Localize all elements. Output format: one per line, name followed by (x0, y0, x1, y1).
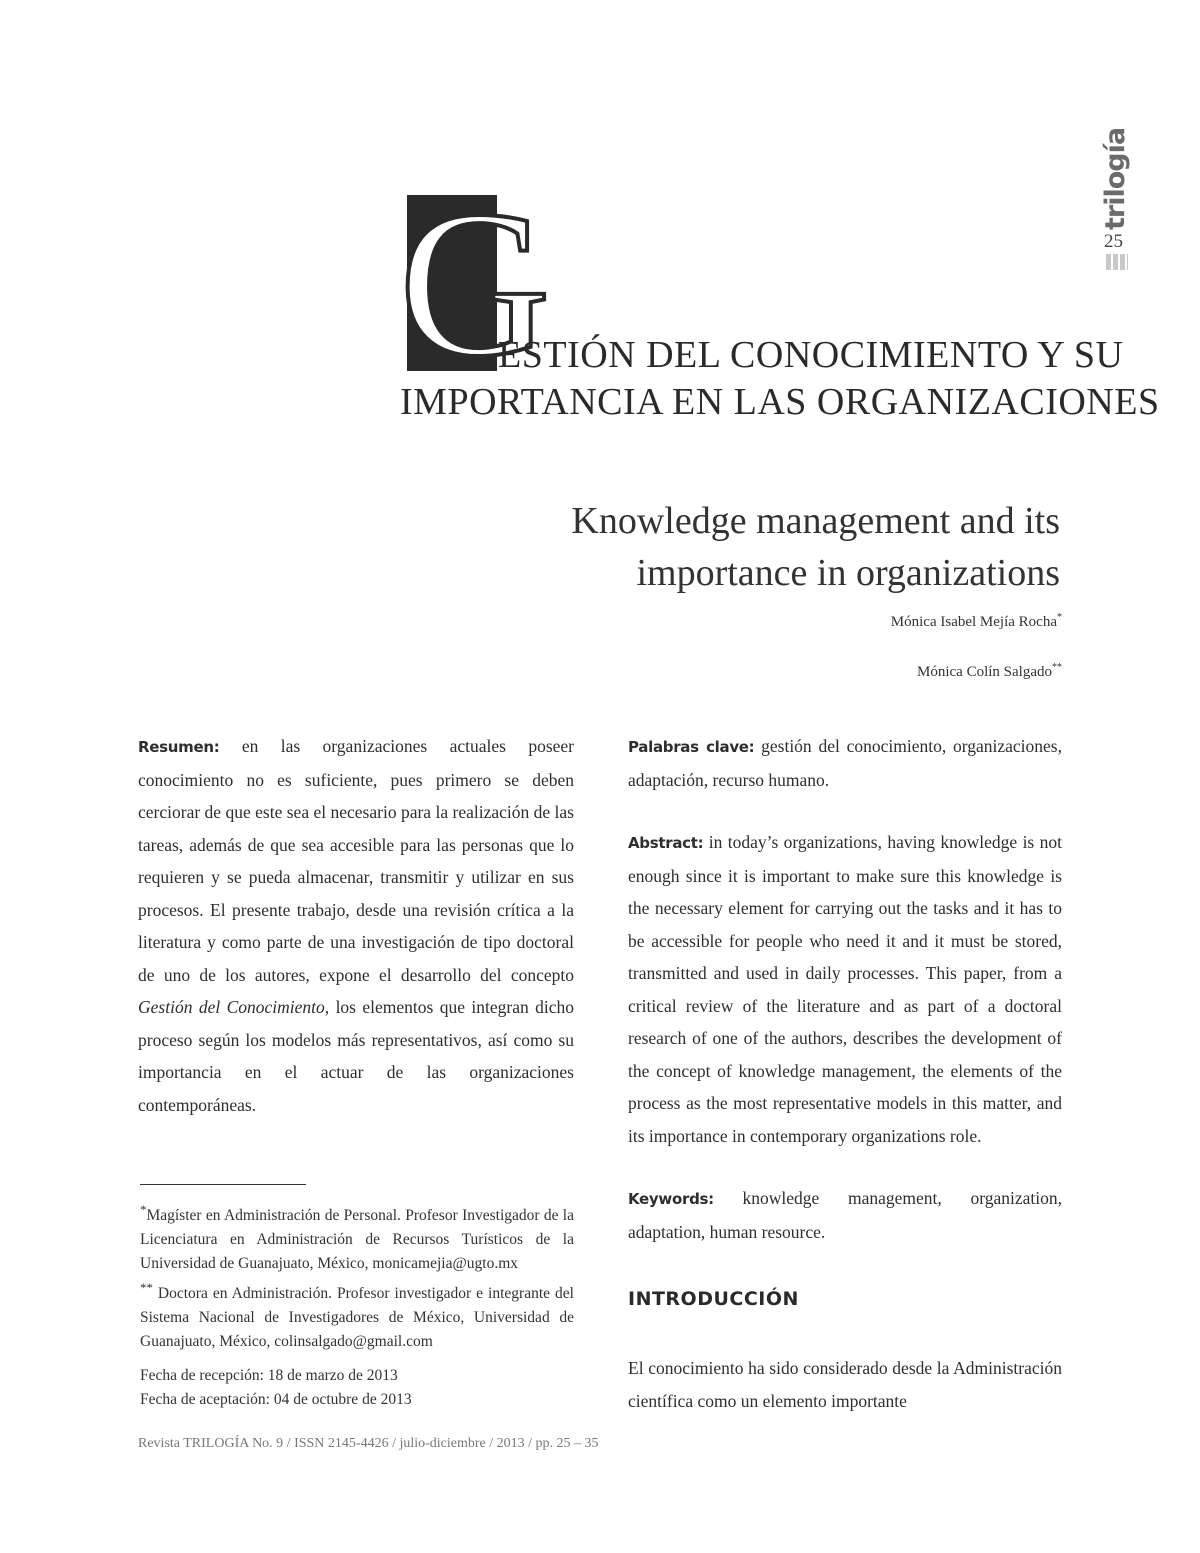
date-accepted: Fecha de aceptación: 04 de octubre de 2013 (140, 1391, 412, 1408)
keywords-text: knowledge management, organization, adaptation, human resource. (628, 1188, 1062, 1242)
keywords-label: Keywords: (628, 1190, 714, 1208)
author-1-name: Mónica Isabel Mejía Rocha (890, 614, 1057, 630)
author-2 (917, 662, 1062, 681)
resumen-paragraph (138, 730, 574, 1121)
author-2-name: Mónica Colín Salgado (917, 664, 1052, 680)
author-2-mark: ** (1052, 662, 1062, 673)
abstract-label: Abstract: (628, 834, 704, 852)
title-line-1: ESTIÓN DEL CONOCIMIENTO Y SU (498, 334, 1124, 376)
title-line-2: IMPORTANCIA EN LAS ORGANIZACIONES (400, 381, 1160, 423)
footnote-2 (140, 1276, 574, 1354)
english-title-line-1: Knowledge management and its (571, 500, 1060, 542)
dropcap-letter: G (399, 168, 551, 400)
section-heading-introduccion: INTRODUCCIÓN (628, 1288, 799, 1310)
journal-brand (1096, 127, 1136, 270)
page-footer: Revista TRILOGÍA No. 9 / ISSN 2145-4426 / julio-diciembre / 2013 / pp. 25 – 35 (138, 1436, 599, 1451)
brand-name: trilogía (1100, 127, 1131, 230)
title-dropcap (399, 168, 551, 400)
footnote-rule (140, 1184, 306, 1185)
resumen-italic-term: Gestión del Conocimiento (138, 997, 325, 1017)
abstract-paragraph (628, 826, 1062, 1152)
english-title-line-2: importance in organizations (636, 552, 1060, 594)
english-title (420, 495, 1060, 599)
abstract-text: in today’s organizations, having knowledge is not enough since it is important to make sure this knowledge is the necessary element for carrying out the tasks and it has to be accessible for people who need it and it must be stored, transmitted and used in daily processes. This paper, from a critical review of the literature and as part of a doctoral research of one of the authors, describes the development of the concept of knowledge management, the elements of the process as the most representative models in this matter, and its importance in contemporary organizations role. (628, 832, 1062, 1146)
resumen-label: Resumen: (138, 738, 220, 756)
footnotes (140, 1198, 574, 1354)
palabras-clave-text: gestión del conocimiento, organizaciones, adaptación, recurso humano. (628, 736, 1062, 790)
article-dates (140, 1364, 574, 1412)
date-received: Fecha de recepción: 18 de marzo de 2013 (140, 1367, 398, 1384)
author-1-mark: * (1057, 612, 1062, 623)
palabras-clave-label: Palabras clave: (628, 738, 755, 756)
author-1 (891, 612, 1062, 631)
footnote-1-mark: * (140, 1202, 147, 1217)
keywords-paragraph (628, 1182, 1062, 1248)
palabras-clave-paragraph (628, 730, 1062, 796)
page-number: 25 (1104, 231, 1123, 252)
footnote-2-text: Doctora en Administración. Profesor investigador e integrante del Sistema Nacional de Investigadores de México, Universidad de Guanajuato, México, colinsalgado@gmail.com (140, 1285, 574, 1351)
resumen-text-before: en las organizaciones actuales poseer conocimiento no es suficiente, pues primero se deben cerciorar de que este sea el necesario para la realización de las tareas, además de que sea accesible para las personas que lo requieren y se pueda almacenar, transmitir y utilizar en sus procesos. El presente trabajo, desde una revisión crítica a la literatura y como parte de una investigación de tipo doctoral de uno de los autores, expone el desarrollo del concepto (138, 736, 574, 985)
footnote-1 (140, 1198, 574, 1276)
resumen-text-after: , los elementos que integran dicho proceso según los modelos más representativos, así como su importancia en el actuar de las organizaciones contemporáneas. (138, 997, 574, 1115)
footnote-1-text: Magíster en Administración de Personal. Profesor Investigador de la Licenciatura en Administración de Recursos Turísticos de la Universidad de Guanajuato, México, monicamejia@ugto.mx (140, 1207, 574, 1273)
footnote-2-mark: ** (140, 1280, 153, 1296)
introduccion-paragraph: El conocimiento ha sido considerado desde la Administración científica como un elemento importante (628, 1358, 1062, 1411)
brand-bars-decoration (1106, 254, 1128, 270)
